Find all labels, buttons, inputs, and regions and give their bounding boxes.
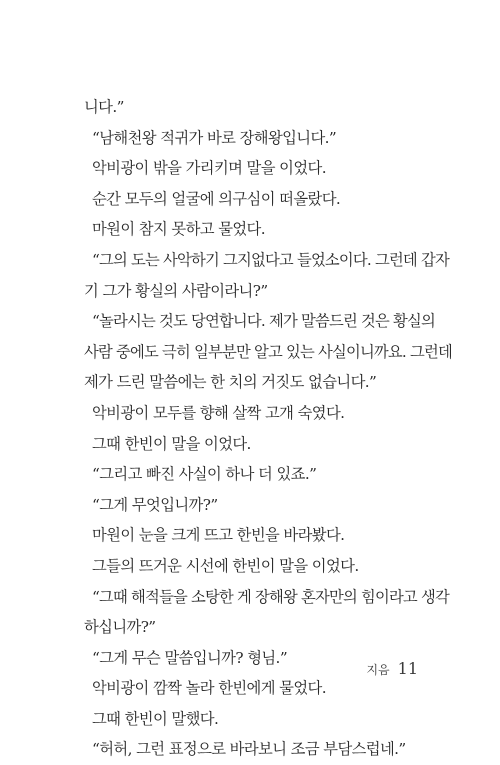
text-line: “남해천왕 적귀가 바로 장해왕입니다.” [92,128,337,147]
page-number: 11 [397,659,418,678]
text-line: 사람 중에도 극히 일부분만 알고 있는 사실이니까요. 그런데 [84,342,452,361]
text-line: 순간 모두의 얼굴에 의구심이 떠올랐다. [92,189,341,208]
text-line: “놀라시는 것도 당연합니다. 제가 말씀드린 것은 황실의 [92,312,435,331]
text-line: 그때 한빈이 말을 이었다. [92,434,251,453]
text-line: 마원이 눈을 크게 뜨고 한빈을 바라봤다. [92,526,345,545]
text-line: 그때 한빈이 말했다. [92,709,219,728]
text-line: 악비광이 깜짝 놀라 한빈에게 물었다. [92,679,326,698]
text-line: “그게 무엇입니까?” [92,495,218,514]
text-line: “그게 무슨 말씀입니까? 형님.” [92,648,288,667]
text-line: 그들의 뜨거운 시선에 한빈이 말을 이었다. [92,556,359,575]
chapter-label: 지음 [366,663,390,677]
text-line: 니다.” [84,98,124,116]
text-line: 악비광이 밖을 가리키며 말을 이었다. [92,159,326,178]
text-line: 하십니까?” [84,618,156,637]
text-line: “그때 해적들을 소탕한 게 장해왕 혼자만의 힘이라고 생각 [92,587,449,606]
text-line: 마원이 참지 못하고 물었다. [92,220,265,239]
text-line: “그리고 빠진 사실이 하나 더 있죠.” [92,465,317,484]
text-line: 제가 드린 말씀에는 한 치의 거짓도 없습니다.” [84,373,377,392]
text-line: 기 그가 황실의 사람이라니?” [84,281,268,300]
text-line: “그의 도는 사악하기 그지없다고 들었소이다. 그런데 갑자 [92,250,449,269]
text-line: “허허, 그런 표정으로 바라보니 조금 부담스럽네.” [92,740,406,759]
text-line: 악비광이 모두를 향해 살짝 고개 숙였다. [92,403,345,422]
page-footer [366,659,418,678]
